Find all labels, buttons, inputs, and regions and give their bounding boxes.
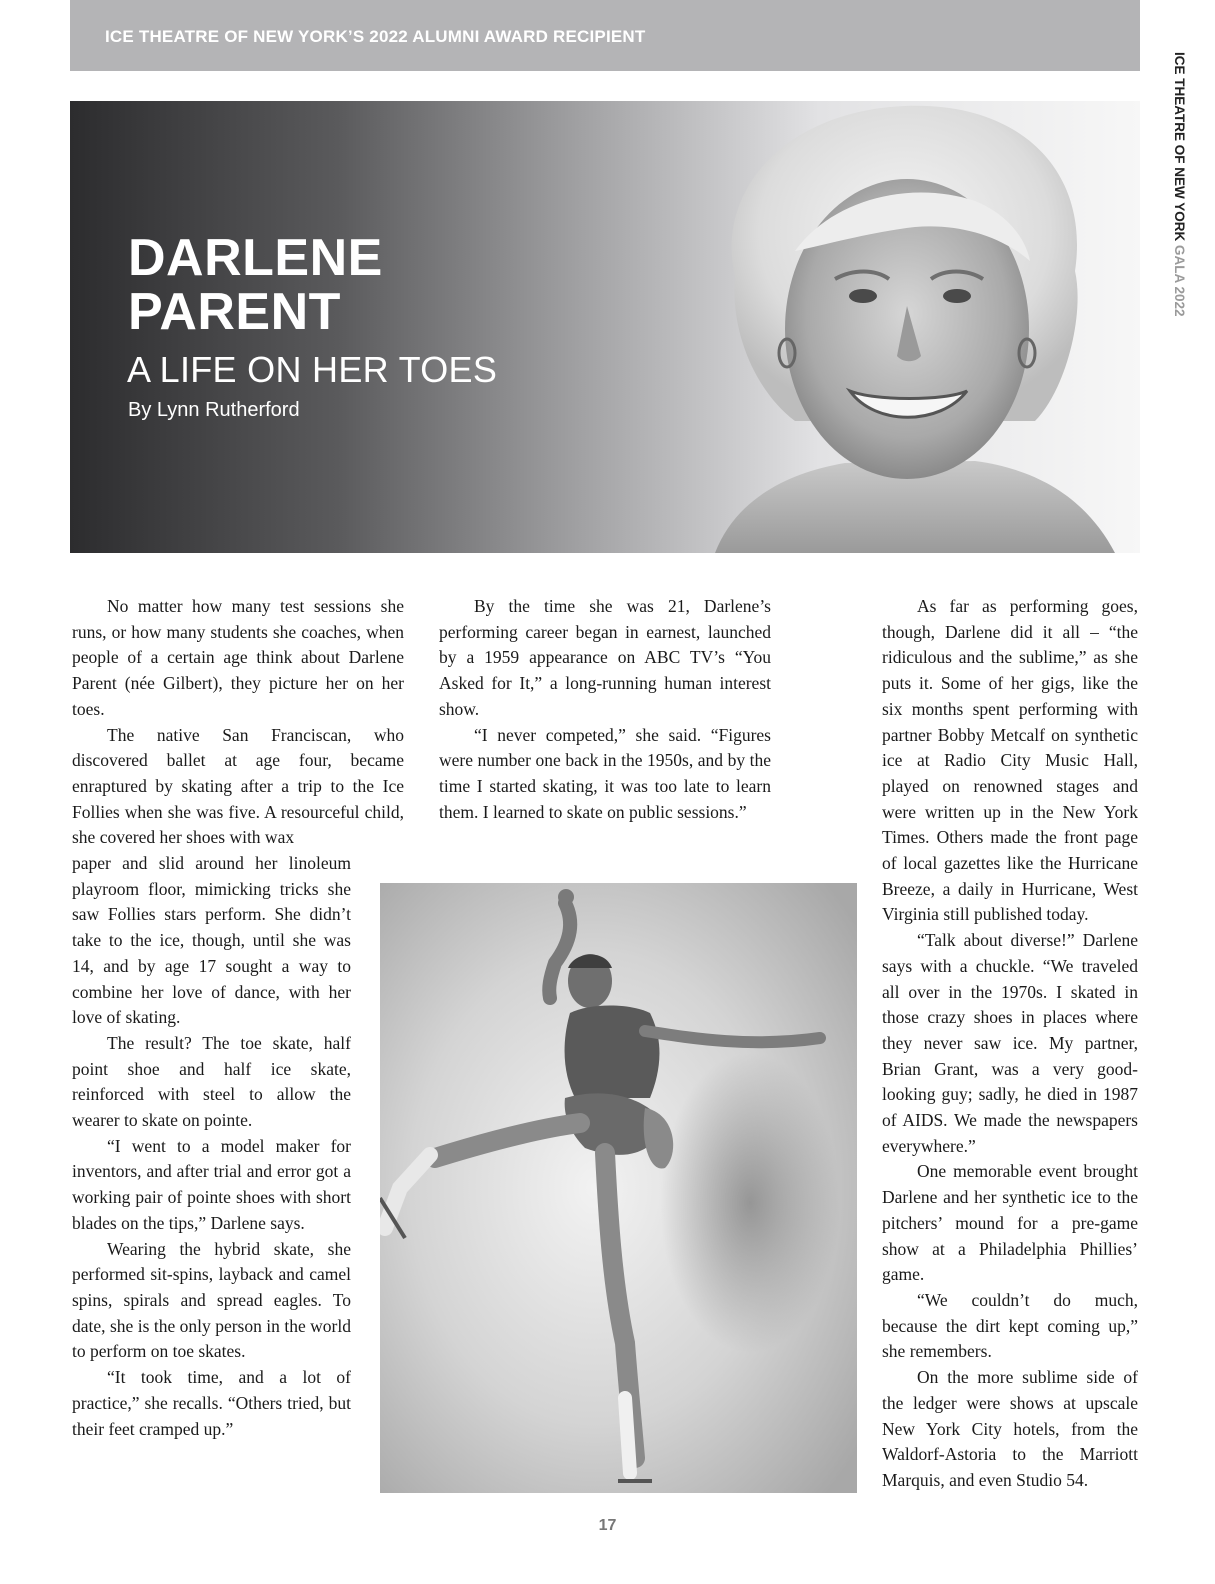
paragraph: “I never competed,” she said. “Figures were number one back in the 1950s, and by the time I started skating, it was too late to learn them. I learned to skate on public sessions.” [439,724,771,822]
side-title-gala: GALA 2022 [1172,245,1187,317]
paragraph: By the time she was 21, Darlene’s performing career began in earnest, launched by a 1959 appearance on ABC TV’s “You Asked for It,” a long-running human interest show. [439,596,771,719]
paragraph: No matter how many test sessions she runs, or how many students she coaches, when people of a certain age think about Darlene Parent (née Gilbert), they picture her on her toes. [72,596,404,719]
paragraph: Wearing the hybrid skate, she performed sit-spins, layback and camel spins, spirals and spread eagles. To date, she is the only person in the world to perform on toe skates. [72,1238,351,1362]
paragraph: “We couldn’t do much, because the dirt kept coming up,” she remembers. [882,1289,1138,1362]
paragraph: On the more sublime side of the ledger were shows at upscale New York City hotels, from the Waldorf-Astoria to the Marriott Marquis, and even Studio 54. [882,1367,1138,1490]
hero-banner [70,101,1140,553]
title-line-2: PARENT [128,283,341,341]
article-title [128,231,383,339]
paragraph: “It took time, and a lot of practice,” she recalls. “Others tried, but their feet cramped up.” [72,1367,351,1439]
header-banner [70,0,1140,71]
portrait-photo [675,101,1140,553]
title-line-1: DARLENE [128,229,383,287]
paragraph: As far as performing goes, though, Darlene did it all – “the ridiculous and the sublime,” as she puts it. Some of her gigs, like the six months spent performing with partner Bobby Metcalf on synthetic ice at Radio City Music Hall, played on renowned stages and were written up in the New York Times. Others made the front page of local gazettes like the Hurricane Breeze, a daily in Hurricane, West Virginia still published today. [806,594,1138,928]
side-running-title [1172,52,1187,317]
article-column-1 [72,594,404,1442]
banner-title: ICE THEATRE OF NEW YORK’S 2022 ALUMNI AWARD RECIPIENT [105,27,646,46]
paragraph: One memorable event brought Darlene and her synthetic ice to the pitchers’ mound for a pre-game show at a Philadelphia Phillies’ game. [882,1161,1138,1285]
paragraph: The native San Franciscan, who discovered ballet at age four, became enraptured by skating after a trip to the Ice Follies when she was five. A resourceful child, she covered her shoes with wax [72,724,404,848]
paragraph: The result? The toe skate, half point shoe and half ice skate, reinforced with steel to allow the wearer to skate on pointe. [72,1032,351,1131]
paragraph: “Talk about diverse!” Darlene says with a chuckle. “We traveled all over in the 1970s. I skated in those crazy shoes in places where they never saw ice. My partner, Brian Grant, was a very good-looking guy; sadly, he died in 1987 of AIDS. We made the newspapers everywhere.” [882,930,1138,1156]
page-number: 17 [598,1517,617,1534]
article-byline: By Lynn Rutherford [128,399,300,421]
narrow-column-section [72,851,351,1442]
article-subtitle: A LIFE ON HER TOES [127,349,498,390]
paragraph: “I went to a model maker for inventors, and after trial and error got a working pair of pointe shoes with short blades on the tips,” Darlene says. [72,1135,351,1233]
article-column-2 [439,594,771,825]
ballet-skater-photo [380,883,857,1493]
paragraph: paper and slid around her linoleum playroom floor, mimicking tricks she saw Follies stars perform. She didn’t take to the ice, though, until she was 14, and by age 17 sought a way to combine her love of dance, with her love of skating. [72,853,351,1028]
side-title-main: ICE THEATRE OF NEW YORK [1172,52,1187,246]
